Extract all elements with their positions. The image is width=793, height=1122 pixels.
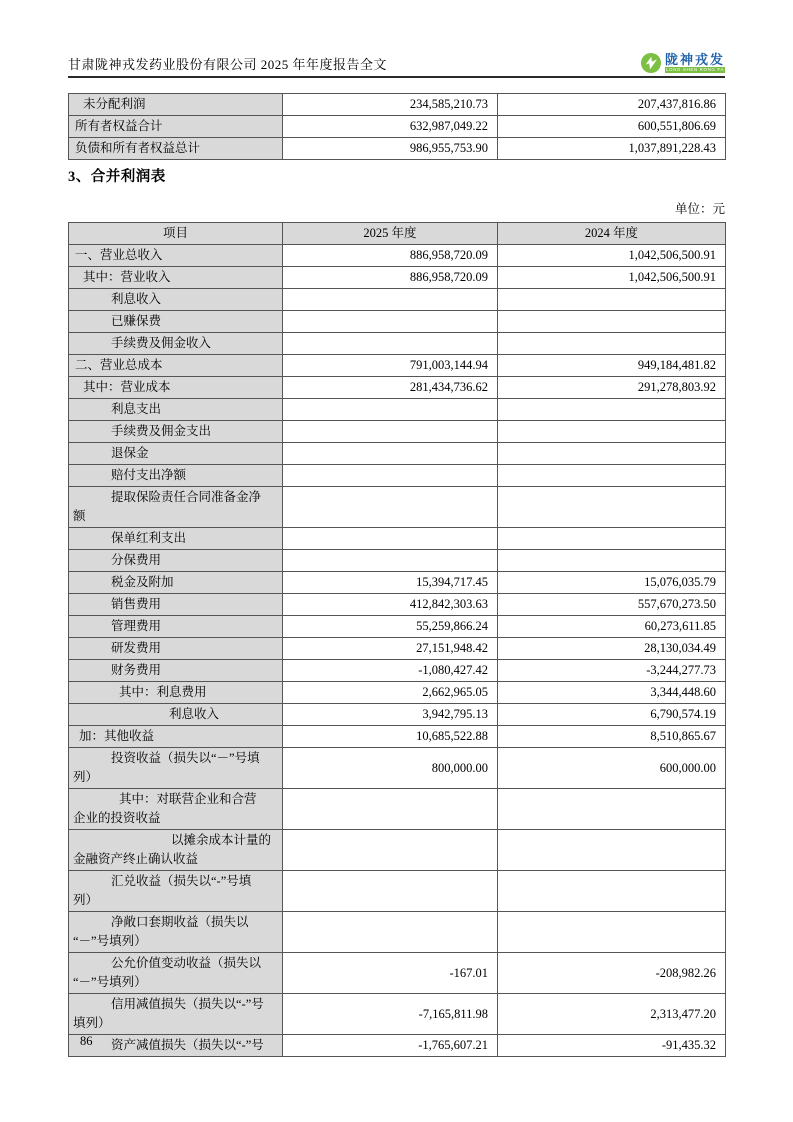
value-2025 (283, 871, 498, 912)
value-2024 (498, 871, 726, 912)
row-label: 资产减值损失（损失以“-”号 (69, 1035, 283, 1057)
table-row (69, 682, 726, 704)
table-row (69, 465, 726, 487)
value-2025 (283, 333, 498, 355)
table-row (69, 528, 726, 550)
value-2025: 412,842,303.63 (283, 594, 498, 616)
value-2024 (498, 421, 726, 443)
value-2025 (283, 528, 498, 550)
table-row (69, 789, 726, 830)
value-2025: 27,151,948.42 (283, 638, 498, 660)
value-2024: 291,278,803.92 (498, 377, 726, 399)
table-row (69, 748, 726, 789)
table-header-row (69, 223, 726, 245)
value-2024: 949,184,481.82 (498, 355, 726, 377)
table-row (69, 94, 726, 116)
value-2024 (498, 912, 726, 953)
column-header-item: 项目 (69, 223, 283, 245)
row-label: 研发费用 (69, 638, 283, 660)
value-2025: 10,685,522.88 (283, 726, 498, 748)
row-label: 以摊余成本计量的 金融资产终止确认收益 (69, 830, 283, 871)
value-2024: 3,344,448.60 (498, 682, 726, 704)
row-label: 负债和所有者权益总计 (69, 138, 283, 160)
value-2024 (498, 443, 726, 465)
row-label: 手续费及佣金支出 (69, 421, 283, 443)
value-2024: 8,510,865.67 (498, 726, 726, 748)
value-2024: 1,037,891,228.43 (498, 138, 726, 160)
report-title: 甘肃陇神戎发药业股份有限公司 2025 年年度报告全文 (68, 57, 388, 72)
row-label: 加：其他收益 (69, 726, 283, 748)
table-row (69, 443, 726, 465)
value-2025: -1,765,607.21 (283, 1035, 498, 1057)
table-row (69, 245, 726, 267)
row-label: 二、营业总成本 (69, 355, 283, 377)
row-label: 信用减值损失（损失以“-”号 填列） (69, 994, 283, 1035)
value-2024 (498, 465, 726, 487)
row-label: 利息收入 (69, 704, 283, 726)
row-label: 财务费用 (69, 660, 283, 682)
table-row (69, 550, 726, 572)
row-label: 一、营业总收入 (69, 245, 283, 267)
value-2024: 207,437,816.86 (498, 94, 726, 116)
value-2025: -7,165,811.98 (283, 994, 498, 1035)
value-2025: 15,394,717.45 (283, 572, 498, 594)
table-row (69, 289, 726, 311)
logo-name-cn: 陇神戎发 (664, 51, 725, 67)
value-2025 (283, 789, 498, 830)
table-row (69, 116, 726, 138)
logo-name-en: LONG SHEN RONG FA (665, 66, 725, 72)
value-2024: -208,982.26 (498, 953, 726, 994)
table-row (69, 267, 726, 289)
row-label: 其中：利息费用 (69, 682, 283, 704)
row-label: 手续费及佣金收入 (69, 333, 283, 355)
table-row (69, 953, 726, 994)
row-label: 管理费用 (69, 616, 283, 638)
page-number: 86 (80, 1034, 93, 1048)
table-row (69, 311, 726, 333)
value-2025 (283, 421, 498, 443)
row-label: 其中：营业收入 (69, 267, 283, 289)
value-2025: 886,958,720.09 (283, 245, 498, 267)
table-row (69, 421, 726, 443)
table-row (69, 638, 726, 660)
value-2024 (498, 399, 726, 421)
value-2025 (283, 487, 498, 528)
row-label: 已赚保费 (69, 311, 283, 333)
value-2024: 557,670,273.50 (498, 594, 726, 616)
section-heading: 3、合并利润表 (68, 169, 166, 185)
table-row (69, 1035, 726, 1057)
value-2025: 886,958,720.09 (283, 267, 498, 289)
table-row (69, 912, 726, 953)
value-2024 (498, 550, 726, 572)
row-label: 汇兑收益（损失以“-”号填 列） (69, 871, 283, 912)
row-label: 公允价值变动收益（损失以 “－”号填列） (69, 953, 283, 994)
value-2024 (498, 830, 726, 871)
value-2025: -1,080,427.42 (283, 660, 498, 682)
value-2025 (283, 550, 498, 572)
value-2024 (498, 528, 726, 550)
value-2024: 1,042,506,500.91 (498, 267, 726, 289)
value-2025: 800,000.00 (283, 748, 498, 789)
value-2024 (498, 311, 726, 333)
value-2024: 600,000.00 (498, 748, 726, 789)
value-2025: -167.01 (283, 953, 498, 994)
column-header-2024: 2024 年度 (498, 223, 726, 245)
row-label: 税金及附加 (69, 572, 283, 594)
value-2024: 1,042,506,500.91 (498, 245, 726, 267)
value-2025: 986,955,753.90 (283, 138, 498, 160)
value-2025 (283, 399, 498, 421)
value-2024: 2,313,477.20 (498, 994, 726, 1035)
row-label: 利息支出 (69, 399, 283, 421)
table-row (69, 355, 726, 377)
table-row (69, 994, 726, 1035)
value-2024 (498, 289, 726, 311)
table-row (69, 726, 726, 748)
table-row (69, 871, 726, 912)
row-label: 投资收益（损失以“－”号填 列） (69, 748, 283, 789)
table-row (69, 333, 726, 355)
table-row (69, 616, 726, 638)
row-label: 退保金 (69, 443, 283, 465)
value-2025 (283, 311, 498, 333)
table-row (69, 377, 726, 399)
value-2025: 234,585,210.73 (283, 94, 498, 116)
table-row (69, 660, 726, 682)
logo-text-block (665, 53, 725, 74)
value-2025: 632,987,049.22 (283, 116, 498, 138)
company-logo (641, 53, 725, 74)
value-2025 (283, 912, 498, 953)
table-row (69, 399, 726, 421)
value-2024: 60,273,611.85 (498, 616, 726, 638)
value-2025 (283, 289, 498, 311)
column-header-2025: 2025 年度 (283, 223, 498, 245)
table-row (69, 487, 726, 528)
value-2024: 600,551,806.69 (498, 116, 726, 138)
table-row (69, 138, 726, 160)
table-row (69, 830, 726, 871)
value-2024: 28,130,034.49 (498, 638, 726, 660)
value-2024 (498, 333, 726, 355)
income-statement-table (68, 222, 726, 1057)
row-label: 保单红利支出 (69, 528, 283, 550)
page-header (68, 44, 725, 78)
value-2025 (283, 465, 498, 487)
value-2024: 15,076,035.79 (498, 572, 726, 594)
row-label: 其中：对联营企业和合营 企业的投资收益 (69, 789, 283, 830)
row-label: 赔付支出净额 (69, 465, 283, 487)
value-2025 (283, 443, 498, 465)
value-2024: 6,790,574.19 (498, 704, 726, 726)
value-2025: 791,003,144.94 (283, 355, 498, 377)
table-row (69, 704, 726, 726)
row-label: 分保费用 (69, 550, 283, 572)
row-label: 所有者权益合计 (69, 116, 283, 138)
value-2025 (283, 830, 498, 871)
value-2024 (498, 487, 726, 528)
row-label: 净敞口套期收益（损失以 “－”号填列） (69, 912, 283, 953)
table-row (69, 594, 726, 616)
value-2025: 3,942,795.13 (283, 704, 498, 726)
value-2024 (498, 789, 726, 830)
unit-note: 单位：元 (674, 202, 725, 216)
logo-swoosh-icon (641, 53, 661, 73)
row-label: 其中：营业成本 (69, 377, 283, 399)
value-2025: 2,662,965.05 (283, 682, 498, 704)
row-label: 未分配利润 (69, 94, 283, 116)
row-label: 销售费用 (69, 594, 283, 616)
value-2025: 55,259,866.24 (283, 616, 498, 638)
balance-sheet-tail-table (68, 93, 726, 160)
value-2024: -91,435.32 (498, 1035, 726, 1057)
table-row (69, 572, 726, 594)
value-2024: -3,244,277.73 (498, 660, 726, 682)
row-label: 利息收入 (69, 289, 283, 311)
row-label: 提取保险责任合同准备金净 额 (69, 487, 283, 528)
value-2025: 281,434,736.62 (283, 377, 498, 399)
